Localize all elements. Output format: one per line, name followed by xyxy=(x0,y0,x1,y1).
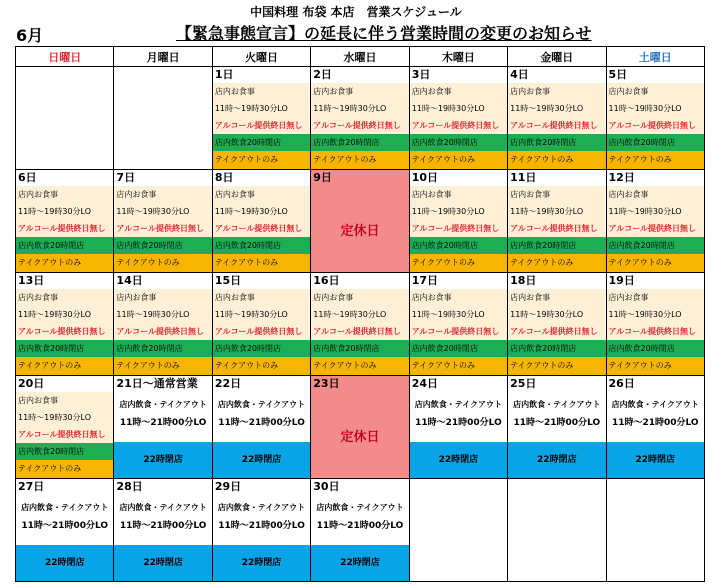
day-number: 7日 xyxy=(116,171,136,184)
day-content xyxy=(607,170,704,272)
calendar-day-cell xyxy=(606,67,704,170)
day-content xyxy=(508,273,605,375)
closed-day-label: 定休日 xyxy=(340,430,380,445)
takeout-only-label: テイクアウトのみ xyxy=(508,357,605,374)
no-alcohol-notice: アルコール提供終日無し xyxy=(114,323,211,340)
dine-hours: 11時～19時30分LO xyxy=(410,306,507,323)
calendar-day-cell xyxy=(114,67,212,170)
normal-hours: 11時～21時00分LO xyxy=(21,521,109,531)
takeout-only-label: テイクアウトのみ xyxy=(114,357,211,374)
dine-in-label: 店内お食事 xyxy=(311,289,408,306)
calendar-day-cell xyxy=(114,479,212,582)
store-heading: 中国料理 布袋 本店 営業スケジュール xyxy=(250,5,462,19)
day-number xyxy=(508,479,605,495)
day-content xyxy=(213,479,310,581)
takeout-only-label: テイクアウトのみ xyxy=(410,357,507,374)
dine-in-label: 店内お食事 xyxy=(410,289,507,306)
normal-hours: 11時～21時00分LO xyxy=(611,418,699,428)
day-number: 16日 xyxy=(313,274,340,287)
calendar-day-cell xyxy=(212,273,310,376)
day-number xyxy=(607,479,704,495)
calendar-day-cell xyxy=(409,479,507,582)
calendar-week-row xyxy=(16,273,705,376)
calendar-week-row xyxy=(16,479,705,582)
close-22-notice: 22時閉店 xyxy=(508,442,605,478)
weekday-friday: 金曜日 xyxy=(508,47,606,67)
day-number: 1日 xyxy=(214,68,234,81)
dine-in-label: 店内お食事 xyxy=(114,289,211,306)
closed-day-label: 定休日 xyxy=(340,224,380,239)
calendar-week-row xyxy=(16,67,705,170)
close-22-notice: 22時閉店 xyxy=(607,442,704,478)
calendar-day-cell xyxy=(508,479,606,582)
day-number: 14日 xyxy=(116,274,143,287)
no-alcohol-notice: アルコール提供終日無し xyxy=(508,117,605,134)
normal-hours: 11時～21時00分LO xyxy=(415,418,502,428)
close-22-notice: 22時閉店 xyxy=(16,545,113,581)
takeout-only-label: テイクアウトのみ xyxy=(16,460,113,477)
calendar-day-cell xyxy=(409,170,507,273)
normal-service-label: 店内飲食・テイクアウト xyxy=(119,503,207,512)
calendar-week-row xyxy=(16,170,705,273)
calendar-body xyxy=(16,67,705,582)
no-alcohol-notice: アルコール提供終日無し xyxy=(508,323,605,340)
weekday-header-row xyxy=(16,47,705,67)
day-content xyxy=(410,376,507,478)
dine-in-label: 店内お食事 xyxy=(607,186,704,203)
calendar-day-cell xyxy=(311,479,409,582)
day-number: 12日 xyxy=(608,171,635,184)
day-number: 18日 xyxy=(510,274,537,287)
no-alcohol-notice: アルコール提供終日無し xyxy=(410,117,507,134)
dine-hours: 11時～19時30分LO xyxy=(213,100,310,117)
day-content xyxy=(311,170,408,272)
day-content xyxy=(114,273,211,375)
day-content xyxy=(16,376,113,478)
day-content xyxy=(311,67,408,169)
no-alcohol-notice: アルコール提供終日無し xyxy=(213,117,310,134)
no-alcohol-notice: アルコール提供終日無し xyxy=(114,220,211,237)
dine-hours: 11時～19時30分LO xyxy=(607,306,704,323)
no-alcohol-notice: アルコール提供終日無し xyxy=(508,220,605,237)
day-content xyxy=(114,67,211,169)
day-content xyxy=(508,170,605,272)
calendar-day-cell xyxy=(606,479,704,582)
dine-hours: 11時～19時30分LO xyxy=(410,100,507,117)
close-20-notice: 店内飲食20時閉店 xyxy=(410,340,507,357)
close-22-notice: 22時閉店 xyxy=(213,545,310,581)
normal-service-label: 店内飲食・テイクアウト xyxy=(119,400,207,409)
dine-in-label: 店内お食事 xyxy=(16,186,113,203)
close-20-notice: 店内飲食20時閉店 xyxy=(311,340,408,357)
no-alcohol-notice: アルコール提供終日無し xyxy=(16,426,113,443)
day-number: 4日 xyxy=(510,68,529,81)
normal-hours: 11時～21時00分LO xyxy=(119,521,207,531)
takeout-only-label: テイクアウトのみ xyxy=(410,254,507,271)
calendar-day-cell xyxy=(16,67,114,170)
calendar-day-cell xyxy=(606,273,704,376)
no-alcohol-notice: アルコール提供終日無し xyxy=(410,323,507,340)
calendar-day-cell xyxy=(606,376,704,479)
close-20-notice: 店内飲食20時閉店 xyxy=(508,134,605,151)
close-22-notice: 22時閉店 xyxy=(213,442,310,478)
day-number: 28日 xyxy=(116,480,143,493)
dine-in-label: 店内お食事 xyxy=(213,289,310,306)
normal-hours: 11時～21時00分LO xyxy=(316,521,404,531)
normal-hours: 11時～21時00分LO xyxy=(218,521,305,531)
dine-hours: 11時～19時30分LO xyxy=(410,203,507,220)
notice-title: 【緊急事態宣言】の延長に伴う営業時間の変更のお知らせ xyxy=(176,24,592,43)
takeout-only-label: テイクアウトのみ xyxy=(607,151,704,168)
day-number: 2日 xyxy=(313,68,332,81)
close-20-notice: 店内飲食20時閉店 xyxy=(114,237,211,254)
day-content xyxy=(16,67,113,169)
day-content xyxy=(213,376,310,478)
close-22-notice: 22時閉店 xyxy=(114,442,211,478)
close-20-notice: 店内飲食20時閉店 xyxy=(311,134,408,151)
day-number: 3日 xyxy=(411,68,431,81)
calendar-day-cell xyxy=(16,170,114,273)
day-number: 24日 xyxy=(411,377,438,390)
close-22-notice: 22時閉店 xyxy=(114,545,211,581)
normal-hours: 11時～21時00分LO xyxy=(513,418,601,428)
day-content xyxy=(410,67,507,169)
calendar-day-cell xyxy=(311,170,409,273)
close-20-notice: 店内飲食20時閉店 xyxy=(213,340,310,357)
normal-service-label: 店内飲食・テイクアウト xyxy=(414,400,503,409)
day-number: 19日 xyxy=(608,274,635,287)
takeout-only-label: テイクアウトのみ xyxy=(114,254,211,271)
no-alcohol-notice: アルコール提供終日無し xyxy=(16,220,113,237)
dine-in-label: 店内お食事 xyxy=(410,83,507,100)
day-number: 15日 xyxy=(214,274,242,287)
calendar-day-cell xyxy=(212,479,310,582)
no-alcohol-notice: アルコール提供終日無し xyxy=(607,323,704,340)
dine-in-label: 店内お食事 xyxy=(213,83,310,100)
takeout-only-label: テイクアウトのみ xyxy=(311,357,408,374)
no-alcohol-notice: アルコール提供終日無し xyxy=(410,220,507,237)
day-content xyxy=(311,376,408,478)
dine-hours: 11時～19時30分LO xyxy=(16,409,113,426)
calendar-day-cell xyxy=(409,376,507,479)
day-content xyxy=(607,67,704,169)
weekday-thursday: 木曜日 xyxy=(409,47,507,67)
day-number: 5日 xyxy=(608,68,628,81)
close-20-notice: 店内飲食20時閉店 xyxy=(607,237,704,254)
calendar-day-cell xyxy=(212,376,310,479)
day-content xyxy=(311,273,408,375)
calendar-day-cell xyxy=(409,67,507,170)
close-20-notice: 店内飲食20時閉店 xyxy=(213,237,310,254)
day-number: 10日 xyxy=(411,171,438,184)
close-22-notice: 22時閉店 xyxy=(410,442,507,478)
no-alcohol-notice: アルコール提供終日無し xyxy=(311,117,408,134)
day-content xyxy=(508,376,605,478)
takeout-only-label: テイクアウトのみ xyxy=(607,254,704,271)
day-number: 6日 xyxy=(18,171,37,184)
day-number xyxy=(410,479,507,495)
day-content xyxy=(607,273,704,375)
dine-in-label: 店内お食事 xyxy=(607,289,704,306)
close-20-notice: 店内飲食20時閉店 xyxy=(410,134,507,151)
close-20-notice: 店内飲食20時閉店 xyxy=(213,134,310,151)
dine-in-label: 店内お食事 xyxy=(508,289,605,306)
weekday-saturday: 土曜日 xyxy=(606,47,704,67)
day-content xyxy=(311,479,408,581)
calendar-day-cell xyxy=(311,67,409,170)
dine-in-label: 店内お食事 xyxy=(508,186,605,203)
day-content xyxy=(607,376,704,478)
day-content xyxy=(114,170,211,272)
calendar-day-cell xyxy=(16,376,114,479)
takeout-only-label: テイクアウトのみ xyxy=(410,151,507,168)
dine-in-label: 店内お食事 xyxy=(508,83,605,100)
close-20-notice: 店内飲食20時閉店 xyxy=(508,340,605,357)
day-content xyxy=(213,273,310,375)
normal-service-label: 店内飲食・テイクアウト xyxy=(316,503,404,512)
month-label: 6月 xyxy=(16,26,44,45)
dine-hours: 11時～19時30分LO xyxy=(508,306,605,323)
day-content xyxy=(213,170,310,272)
close-20-notice: 店内飲食20時閉店 xyxy=(607,134,704,151)
day-number: 11日 xyxy=(510,171,537,184)
takeout-only-label: テイクアウトのみ xyxy=(311,151,408,168)
day-content xyxy=(607,479,704,581)
day-number: 8日 xyxy=(214,171,234,184)
day-content xyxy=(16,273,113,375)
close-20-notice: 店内飲食20時閉店 xyxy=(16,443,113,460)
dine-hours: 11時～19時30分LO xyxy=(213,306,310,323)
calendar xyxy=(15,46,705,582)
calendar-day-cell xyxy=(606,170,704,273)
weekday-sunday: 日曜日 xyxy=(16,47,114,67)
normal-service-label: 店内飲食・テイクアウト xyxy=(21,503,109,512)
day-number: 20日 xyxy=(18,377,45,390)
day-content xyxy=(114,479,211,581)
day-content xyxy=(114,376,211,478)
day-content xyxy=(16,170,113,272)
no-alcohol-notice: アルコール提供終日無し xyxy=(607,220,704,237)
dine-in-label: 店内お食事 xyxy=(114,186,211,203)
no-alcohol-notice: アルコール提供終日無し xyxy=(607,117,704,134)
day-content xyxy=(508,479,605,581)
dine-hours: 11時～19時30分LO xyxy=(213,203,310,220)
day-content xyxy=(410,479,507,581)
day-number: 29日 xyxy=(214,480,242,493)
calendar-day-cell xyxy=(16,479,114,582)
weekday-tuesday: 火曜日 xyxy=(212,47,310,67)
dine-hours: 11時～19時30分LO xyxy=(311,100,408,117)
day-number xyxy=(114,67,211,83)
dine-in-label: 店内お食事 xyxy=(16,289,113,306)
calendar-day-cell xyxy=(508,170,606,273)
calendar-day-cell xyxy=(508,67,606,170)
day-content xyxy=(508,67,605,169)
day-content xyxy=(410,170,507,272)
calendar-day-cell xyxy=(409,273,507,376)
day-number: 21日～通常営業 xyxy=(116,377,198,390)
takeout-only-label: テイクアウトのみ xyxy=(213,151,310,168)
close-22-notice: 22時閉店 xyxy=(311,545,408,581)
no-alcohol-notice: アルコール提供終日無し xyxy=(213,220,310,237)
normal-hours: 11時～21時00分LO xyxy=(218,418,305,428)
dine-hours: 11時～19時30分LO xyxy=(16,306,113,323)
takeout-only-label: テイクアウトのみ xyxy=(508,254,605,271)
day-number: 30日 xyxy=(313,480,340,493)
no-alcohol-notice: アルコール提供終日無し xyxy=(213,323,310,340)
close-20-notice: 店内飲食20時閉店 xyxy=(508,237,605,254)
normal-service-label: 店内飲食・テイクアウト xyxy=(513,400,601,409)
day-number xyxy=(16,67,113,83)
normal-service-label: 店内飲食・テイクアウト xyxy=(611,400,699,409)
takeout-only-label: テイクアウトのみ xyxy=(607,357,704,374)
dine-in-label: 店内お食事 xyxy=(410,186,507,203)
calendar-table xyxy=(15,46,705,582)
dine-in-label: 店内お食事 xyxy=(213,186,310,203)
calendar-day-cell xyxy=(311,273,409,376)
day-content xyxy=(410,273,507,375)
normal-service-label: 店内飲食・テイクアウト xyxy=(217,503,306,512)
calendar-day-cell xyxy=(311,376,409,479)
takeout-only-label: テイクアウトのみ xyxy=(213,357,310,374)
takeout-only-label: テイクアウトのみ xyxy=(16,357,113,374)
calendar-day-cell xyxy=(212,67,310,170)
dine-hours: 11時～19時30分LO xyxy=(16,203,113,220)
no-alcohol-notice: アルコール提供終日無し xyxy=(16,323,113,340)
close-20-notice: 店内飲食20時閉店 xyxy=(16,340,113,357)
dine-hours: 11時～19時30分LO xyxy=(508,100,605,117)
close-20-notice: 店内飲食20時閉店 xyxy=(410,237,507,254)
calendar-day-cell xyxy=(508,273,606,376)
calendar-week-row xyxy=(16,376,705,479)
normal-service-label: 店内飲食・テイクアウト xyxy=(217,400,306,409)
dine-hours: 11時～19時30分LO xyxy=(114,306,211,323)
calendar-day-cell xyxy=(114,273,212,376)
close-20-notice: 店内飲食20時閉店 xyxy=(607,340,704,357)
day-number: 17日 xyxy=(411,274,438,287)
calendar-day-cell xyxy=(114,170,212,273)
day-number: 27日 xyxy=(18,480,45,493)
day-number: 9日 xyxy=(313,171,332,184)
dine-in-label: 店内お食事 xyxy=(607,83,704,100)
day-number: 22日 xyxy=(214,377,242,390)
day-number: 13日 xyxy=(18,274,45,287)
close-20-notice: 店内飲食20時閉店 xyxy=(16,237,113,254)
day-number: 25日 xyxy=(510,377,537,390)
day-number: 23日 xyxy=(313,377,340,390)
calendar-day-cell xyxy=(114,376,212,479)
dine-hours: 11時～19時30分LO xyxy=(607,203,704,220)
dine-hours: 11時～19時30分LO xyxy=(607,100,704,117)
day-content xyxy=(16,479,113,581)
dine-in-label: 店内お食事 xyxy=(311,83,408,100)
normal-hours: 11時～21時00分LO xyxy=(119,418,207,428)
calendar-day-cell xyxy=(212,170,310,273)
calendar-day-cell xyxy=(508,376,606,479)
day-number: 26日 xyxy=(608,377,635,390)
weekday-wednesday: 水曜日 xyxy=(311,47,409,67)
dine-hours: 11時～19時30分LO xyxy=(114,203,211,220)
day-content xyxy=(213,67,310,169)
calendar-day-cell xyxy=(16,273,114,376)
no-alcohol-notice: アルコール提供終日無し xyxy=(311,323,408,340)
dine-hours: 11時～19時30分LO xyxy=(508,203,605,220)
takeout-only-label: テイクアウトのみ xyxy=(508,151,605,168)
takeout-only-label: テイクアウトのみ xyxy=(16,254,113,271)
weekday-monday: 月曜日 xyxy=(114,47,212,67)
dine-hours: 11時～19時30分LO xyxy=(311,306,408,323)
dine-in-label: 店内お食事 xyxy=(16,392,113,409)
close-20-notice: 店内飲食20時閉店 xyxy=(114,340,211,357)
takeout-only-label: テイクアウトのみ xyxy=(213,254,310,271)
